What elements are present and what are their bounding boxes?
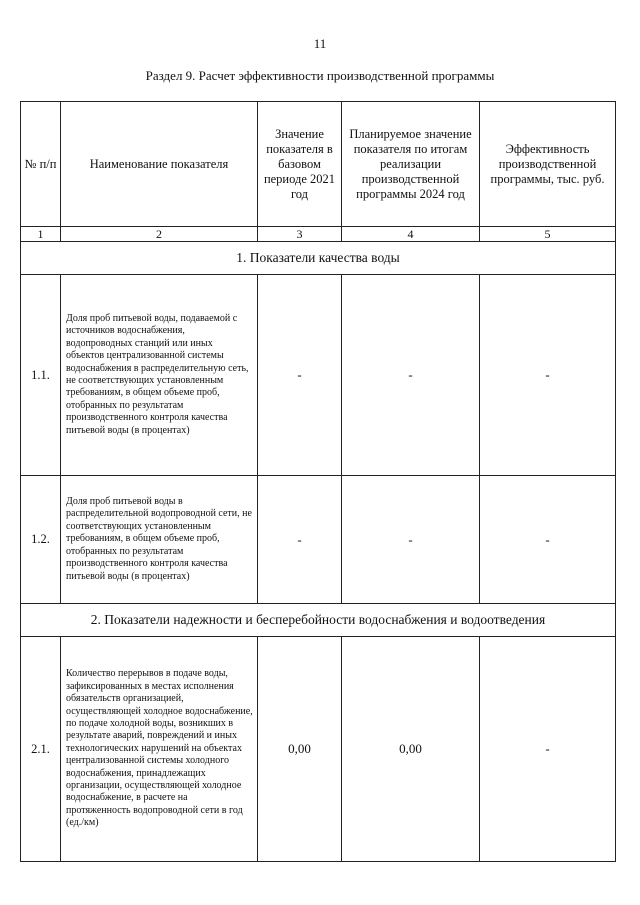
header-eff: Эффективность производственной программы, тыс. руб. [480,102,616,227]
row-index: 1.2. [21,476,61,604]
row-name: Доля проб питьевой воды в распределительной водопроводной сети, не соответствующих установленным требованиям, в общем объеме проб, отобранных по результатам производственного контроля качества питьевой воды (в процентах) [61,476,258,604]
table-row [21,476,616,604]
efficiency-table [20,101,616,862]
row-base-value: - [258,275,342,476]
column-number: 4 [342,227,480,242]
page-number: 11 [313,36,327,51]
header-num: № п/п [21,102,61,227]
column-number: 1 [21,227,61,242]
column-number: 2 [61,227,258,242]
group-row-water-quality [21,242,616,275]
row-plan-value: - [342,476,480,604]
group-title: 1. Показатели качества воды [21,242,616,275]
row-eff-value: - [480,637,616,862]
header-base: Значение показателя в базовом периоде 2021 год [258,102,342,227]
column-number: 3 [258,227,342,242]
row-index: 1.1. [21,275,61,476]
row-index: 2.1. [21,637,61,862]
row-name: Количество перерывов в подаче воды, зафиксированных в местах исполнения обязательств организацией, осуществляющей холодное водоснабжение, по подаче холодной воды, возникших в результате аварий, повреждений и иных технологических нарушений на объектах централизованной системы холодного водоснабжения, принадлежащих организации, осуществляющей холодное водоснабжение, в расчете на протяженность водопроводной сети в год (ед./км) [61,637,258,862]
column-number: 5 [480,227,616,242]
column-numbers-row [21,227,616,242]
row-eff-value: - [480,275,616,476]
table-row [21,637,616,862]
header-name: Наименование показателя [61,102,258,227]
header-plan: Планируемое значение показателя по итогам реализации производственной программы 2024 год [342,102,480,227]
row-name: Доля проб питьевой воды, подаваемой с источников водоснабжения, водопроводных станций или иных объектов централизованной системы водоснабжения в распределительную сеть, не соответствующих установленным требованиям, в общем объеме проб, отобранных по результатам производственного контроля качества питьевой воды (в процентах) [61,275,258,476]
group-row-reliability [21,604,616,637]
row-base-value: - [258,476,342,604]
section-title: Раздел 9. Расчет эффективности производственной программы [145,68,495,83]
row-plan-value: - [342,275,480,476]
row-eff-value: - [480,476,616,604]
table-header-row [21,102,616,227]
row-base-value: 0,00 [258,637,342,862]
group-title: 2. Показатели надежности и бесперебойности водоснабжения и водоотведения [21,604,616,637]
row-plan-value: 0,00 [342,637,480,862]
table-row [21,275,616,476]
